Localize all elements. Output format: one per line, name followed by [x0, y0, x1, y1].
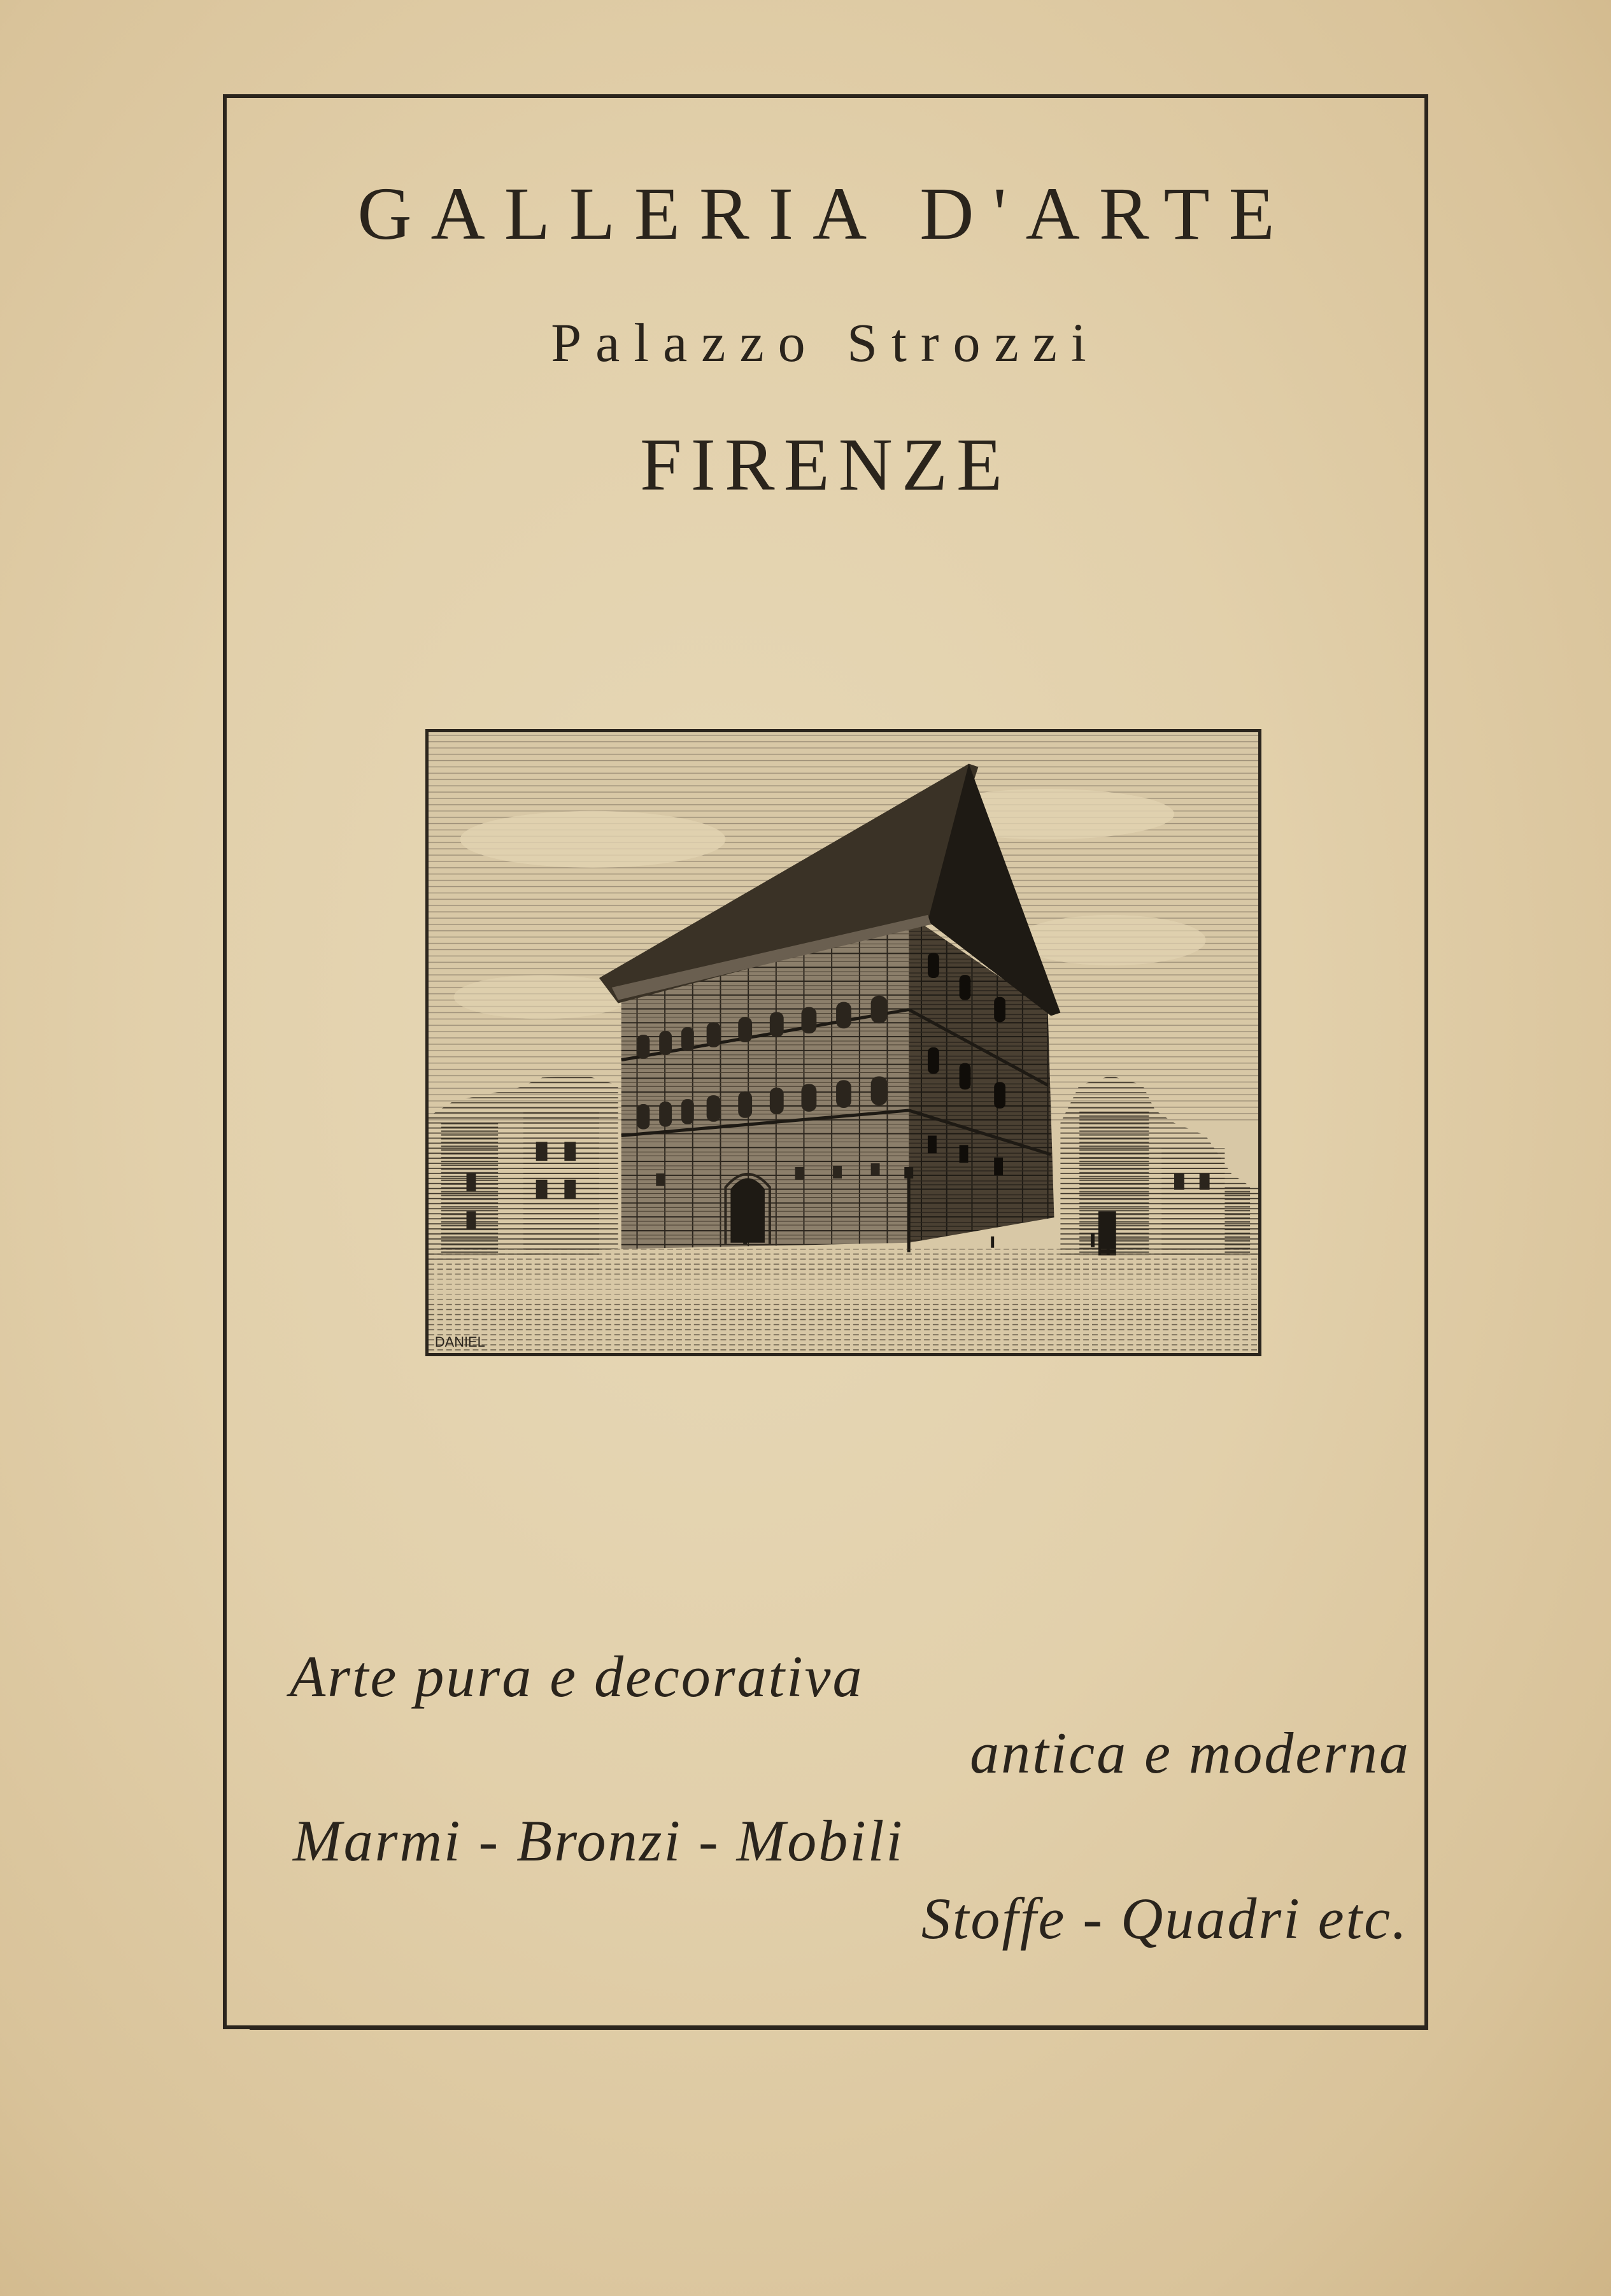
city-name: FIRENZE — [639, 423, 1012, 506]
tagline-more-materials: Stoffe - Quadri etc. — [921, 1886, 1409, 1951]
ad-border-bottom-rule — [250, 2027, 1428, 2030]
engraver-signature: DANIEL — [434, 1334, 485, 1350]
tagline-periods: antica e moderna — [970, 1720, 1410, 1785]
tagline-materials: Marmi - Bronzi - Mobili — [293, 1808, 904, 1873]
gallery-name: GALLERIA D'ARTE — [357, 172, 1294, 255]
venue-name: Palazzo Strozzi — [551, 312, 1100, 373]
tagline-art-types: Arte pura e decorativa — [290, 1644, 864, 1709]
palazzo-strozzi-engraving — [425, 729, 1261, 1356]
